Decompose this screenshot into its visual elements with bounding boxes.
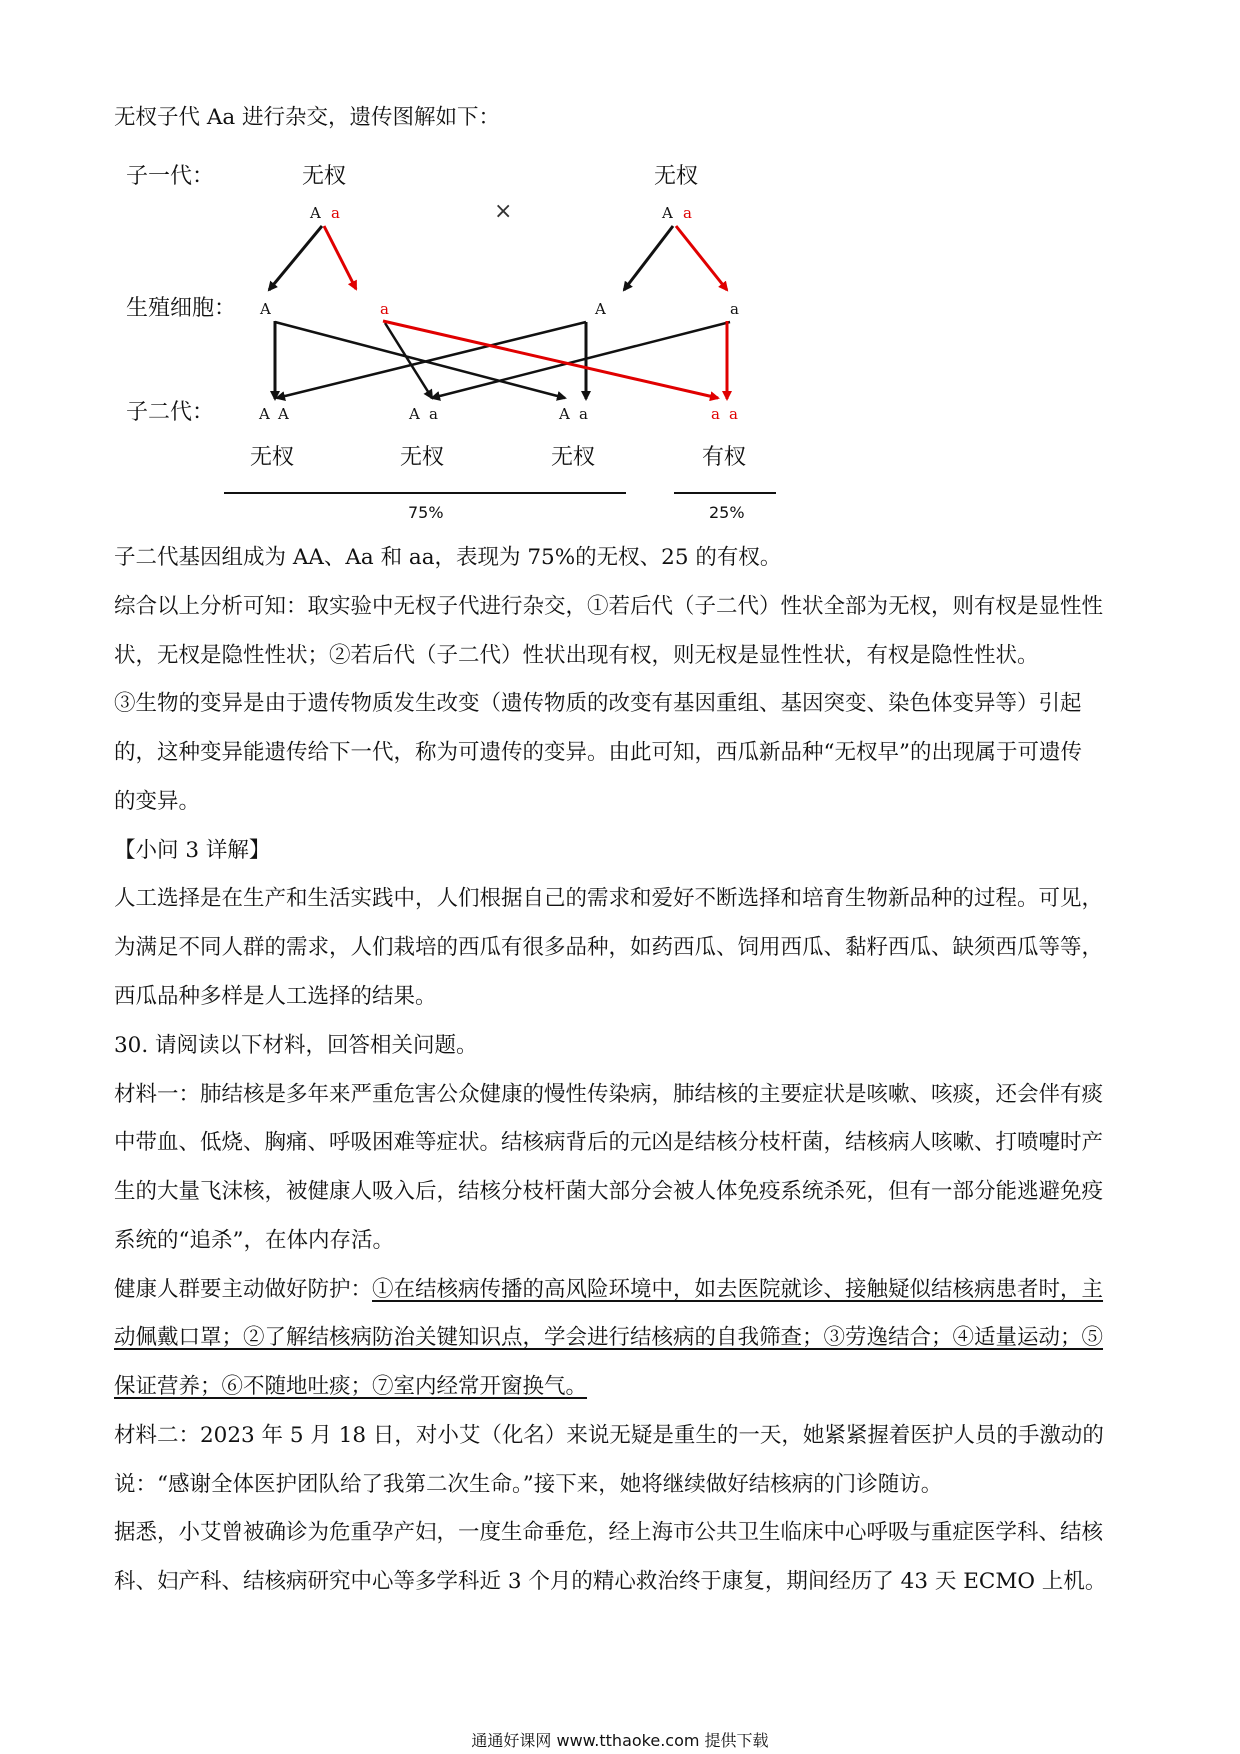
offspring-4-phenotype: 有杈: [702, 445, 747, 470]
gamete-left-a: a: [380, 300, 389, 318]
material-2-line-4: 科、妇产科、结核病研究中心等多学科近 3 个月的精心救治终于康复，期间经历了 43 天 ECMO 上机。: [114, 1569, 1107, 1594]
text-line-5: 的，这种变异能遗传给下一代，称为可遗传的变异。由此可知，西瓜新品种“无杈早”的出现属于可遗传: [114, 740, 1082, 765]
parent-left-allele-dominant: A: [310, 204, 321, 222]
offspring-3-phenotype: 无杈: [551, 445, 596, 470]
text-line-3: 状，无杈是隐性性状；②若后代（子二代）性状出现有杈，则无杈是显性性状，有杈是隐性性状。: [114, 643, 1039, 668]
genetic-cross-diagram: [0, 0, 1240, 560]
parent-right-allele-dominant: A: [662, 204, 673, 222]
line-gametea2-to-Aa-left: [432, 322, 730, 398]
text-line-4: ③生物的变异是由于遗传物质发生改变（遗传物质的改变有基因重组、基因突变、染色体变异等）引起: [114, 691, 1082, 716]
gamete-right-A: A: [595, 300, 606, 318]
page-footer: 通通好课网 www.tthaoke.com 提供下载: [471, 1731, 769, 1750]
offspring-2-phenotype: 无杈: [400, 445, 445, 470]
text-line-1: 子二代基因组成为 AA、Aa 和 aa，表现为 75%的无杈、25 的有杈。: [114, 545, 782, 570]
offspring-4-allele-2: a: [729, 405, 738, 423]
material-2-line-1: 材料二：2023 年 5 月 18 日，对小艾（化名）来说无疑是重生的一天，她紧紧握着医护人员的手激动的: [114, 1423, 1104, 1448]
percent-recessive: 25%: [709, 503, 745, 522]
text-line-2: 综合以上分析可知：取实验中无杈子代进行杂交，①若后代（子二代）性状全部为无杈，则有杈是显性性: [114, 594, 1104, 619]
offspring-4-allele-1: a: [711, 405, 720, 423]
protection-line-2: 动佩戴口罩；②了解结核病防治关键知识点，学会进行结核病的自我筛查；③劳逸结合；④适量运动；⑤: [114, 1325, 1104, 1350]
offspring-1-phenotype: 无杈: [250, 445, 295, 470]
intro-text: 无杈子代 Aa 进行杂交，遗传图解如下：: [114, 105, 501, 130]
section-heading-q3: 【小问 3 详解】: [114, 838, 271, 863]
offspring-3-allele-1: A: [559, 405, 570, 423]
parent-right-allele-recessive: a: [683, 204, 692, 222]
protection-line-3: 保证营养；⑥不随地吐痰；⑦室内经常开窗换气。: [114, 1374, 588, 1399]
row-label-f1: 子一代：: [126, 164, 215, 189]
protection-line-1: [114, 1275, 1124, 1305]
text-line-10: 西瓜品种多样是人工选择的结果。: [114, 984, 437, 1009]
offspring-2-allele-1: A: [409, 405, 420, 423]
material-2-line-3: 据悉，小艾曾被确诊为危重孕产妇，一度生命垂危，经上海市公共卫生临床中心呼吸与重症医学科、结核: [114, 1520, 1104, 1545]
gamete-left-A: A: [260, 300, 271, 318]
question-30-title: 30. 请阅读以下材料，回答相关问题。: [114, 1033, 478, 1058]
row-label-gametes: 生殖细胞：: [126, 296, 237, 321]
cross-symbol: ×: [494, 199, 513, 224]
offspring-1-allele-2: A: [278, 405, 289, 423]
protection-prefix: 健康人群要主动做好防护：: [114, 1277, 373, 1302]
parent-phenotype-right: 无杈: [654, 164, 699, 189]
offspring-3-allele-2: a: [579, 405, 588, 423]
text-line-9: 为满足不同人群的需求，人们栽培的西瓜有很多品种，如药西瓜、饲用西瓜、黏籽西瓜、缺须西瓜等等，: [114, 935, 1104, 960]
offspring-2-allele-2: a: [429, 405, 438, 423]
material-2-line-2: 说：“感谢全体医护团队给了我第二次生命。”接下来，她将继续做好结核病的门诊随访。: [114, 1472, 943, 1497]
text-line-8: 人工选择是在生产和生活实践中，人们根据自己的需求和爱好不断选择和培育生物新品种的过程。可见，: [114, 886, 1104, 911]
material-1-line-3: 生的大量飞沫核，被健康人吸入后，结核分枝杆菌大部分会被人体免疫系统杀死，但有一部分能逃避免疫: [114, 1179, 1104, 1204]
arrow-parent-right-to-gamete-A: [624, 226, 673, 290]
arrow-parent-left-to-gamete-A: [269, 226, 322, 290]
protection-underlined-1: ①在结核病传播的高风险环境中，如去医院就诊、接触疑似结核病患者时，主: [372, 1277, 1104, 1302]
material-1-line-1: 材料一：肺结核是多年来严重危害公众健康的慢性传染病，肺结核的主要症状是咳嗽、咳痰，还会伴有痰: [114, 1082, 1104, 1107]
percent-dominant: 75%: [408, 503, 444, 522]
offspring-1-allele-1: A: [259, 405, 270, 423]
gamete-right-a: a: [730, 300, 739, 318]
row-label-f2: 子二代：: [126, 400, 215, 425]
material-1-line-2: 中带血、低烧、胸痛、呼吸困难等症状。结核病背后的元凶是结核分枝杆菌，结核病人咳嗽、打喷嚏时产: [114, 1130, 1104, 1155]
arrow-parent-right-to-gamete-a: [676, 226, 727, 290]
arrow-parent-left-to-gamete-a: [324, 226, 356, 289]
parent-phenotype-left: 无杈: [302, 164, 347, 189]
text-line-6: 的变异。: [114, 789, 201, 814]
material-1-line-4: 系统的“追杀”，在体内存活。: [114, 1228, 394, 1253]
parent-left-allele-recessive: a: [331, 204, 340, 222]
